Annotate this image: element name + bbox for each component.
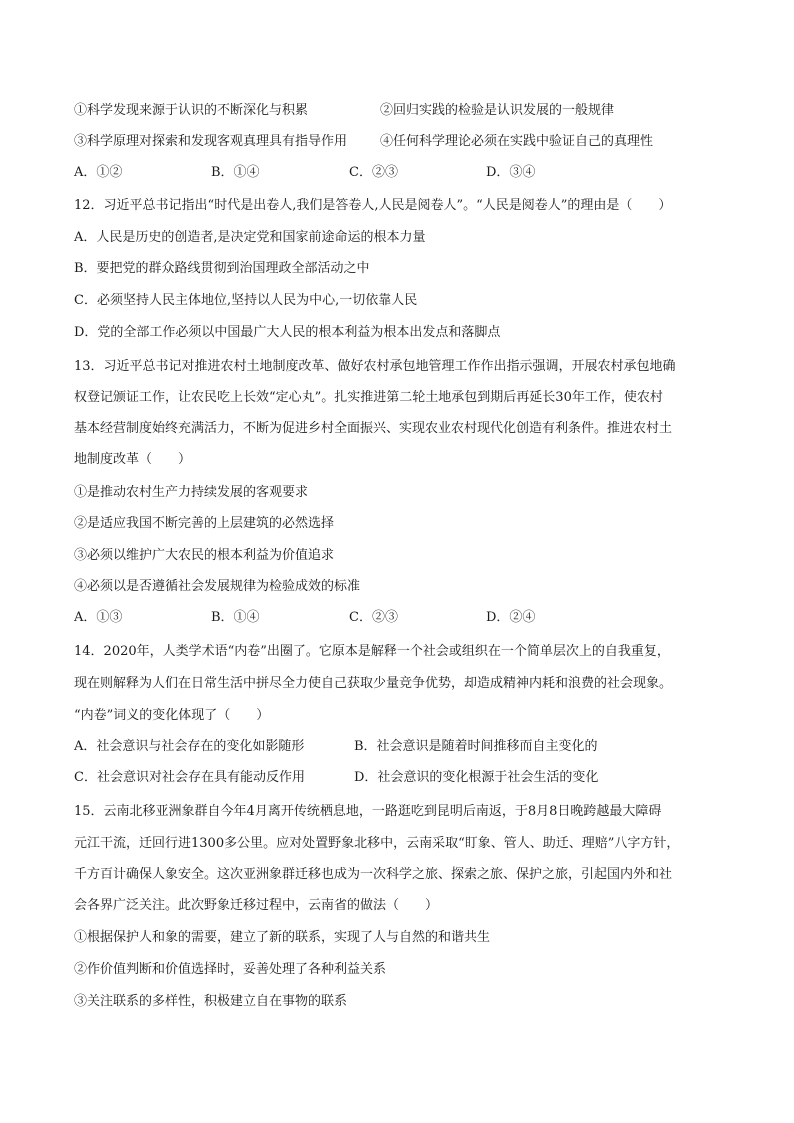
q15-option-2: ②作价值判断和价值选择时，妥善处理了各种利益关系 <box>74 962 387 977</box>
q11-choice-c: C．②③ <box>349 165 398 180</box>
q13-choice-c: C．②③ <box>349 610 398 625</box>
q11-choice-d: D．③④ <box>486 165 536 180</box>
q13-choice-a: A．①③ <box>74 610 123 625</box>
q14-choice-a: A．社会意识与社会存在的变化如影随形 <box>74 739 305 754</box>
q13-stem-line-2: 权登记颁证工作，让农民吃上长效“定心丸”。扎实推进第二轮土地承包到期后再延长30年工作，使农村 <box>74 390 663 405</box>
q14-choice-c: C．社会意识对社会存在具有能动反作用 <box>74 770 305 785</box>
q14-stem-line-1: 14．2020年，人类学术语“内卷”出圈了。它原本是解释一个社会或组织在一个简单层次上的自我重复， <box>74 644 670 659</box>
q12-choice-a: A．人民是历史的创造者,是决定党和国家前途命运的根本力量 <box>74 230 426 245</box>
q12-choice-b: B．要把党的群众路线贯彻到治国理政全部活动之中 <box>74 261 370 276</box>
q11-option-2: ②回归实践的检验是认识发展的一般规律 <box>380 103 615 118</box>
q13-option-1: ①是推动农村生产力持续发展的客观要求 <box>74 485 309 500</box>
q14-stem-line-3: “内卷”词义的变化体现了（ ） <box>74 708 270 723</box>
q15-option-3: ③关注联系的多样性，积极建立自在事物的联系 <box>74 994 348 1009</box>
q13-stem-line-1: 13．习近平总书记对推进农村土地制度改革、做好农村承包地管理工作作出指示强调，开展农村承包地确 <box>74 359 676 374</box>
q15-option-1: ①根据保护人和象的需要，建立了新的联系，实现了人与自然的和谐共生 <box>74 930 491 945</box>
q11-option-4: ④任何科学理论必须在实践中验证自己的真理性 <box>380 134 654 149</box>
q12-choice-d: D．党的全部工作必须以中国最广大人民的根本利益为根本出发点和落脚点 <box>74 325 501 340</box>
q13-option-2: ②是适应我国不断完善的上层建筑的必然选择 <box>74 516 335 531</box>
q13-choice-d: D．②④ <box>486 610 536 625</box>
q11-choice-b: B．①④ <box>211 165 260 180</box>
q11-option-1: ①科学发现来源于认识的不断深化与积累 <box>74 103 309 118</box>
q12-choice-c: C．必须坚持人民主体地位,坚持以人民为中心,一切依靠人民 <box>74 293 418 308</box>
q14-stem-line-2: 现在则解释为人们在日常生活中拼尽全力使自己获取少量竞争优势，却造成精神内耗和浪费的社会现象。 <box>74 676 673 691</box>
q15-stem-line-3: 千方百计确保人象安全。这次亚洲象群迁移也成为一次科学之旅、探索之旅、保护之旅，引起国内外和社 <box>74 867 673 882</box>
q13-stem-line-4: 地制度改革（ ） <box>74 452 192 467</box>
q13-choice-b: B．①④ <box>211 610 260 625</box>
q15-stem-line-4: 会各界广泛关注。此次野象迁移过程中，云南省的做法（ ） <box>74 898 439 913</box>
q11-choice-a: A．①② <box>74 165 123 180</box>
q13-stem-line-3: 基本经营制度始终充满活力，不断为促进乡村全面振兴、实现农业农村现代化创造有利条件。推进农村土 <box>74 421 673 436</box>
q13-option-4: ④必须以是否遵循社会发展规律为检验成效的标准 <box>74 579 361 594</box>
q14-choice-d: D．社会意识的变化根源于社会生活的变化 <box>354 770 599 785</box>
q15-stem-line-2: 元江干流，迁回行进1300多公里。应对处置野象北移中，云南采取“盯象、管人、助迁、理赔”八字方针， <box>74 836 680 851</box>
q14-choice-b: B．社会意识是随着时间推移而自主变化的 <box>354 739 598 754</box>
q11-option-3: ③科学原理对探索和发现客观真理具有指导作用 <box>74 134 348 149</box>
q13-option-3: ③必须以维护广大农民的根本利益为价值追求 <box>74 548 335 563</box>
q15-stem-line-1: 15．云南北移亚洲象群自今年4月离开传统栖息地，一路逛吃到昆明后南返，于8月8日晚跨越最大障碍 <box>74 804 662 819</box>
q12-stem: 12．习近平总书记指出“时代是出卷人,我们是答卷人,人民是阅卷人”。“人民是阅卷人”的理由是（ ） <box>74 198 672 213</box>
